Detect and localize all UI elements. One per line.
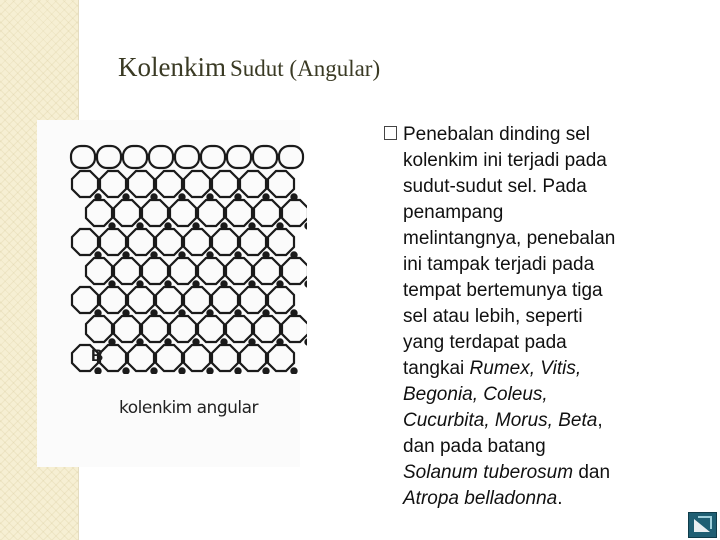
cell-outline (207, 252, 212, 257)
cell-outline (151, 252, 156, 257)
cell-outline (165, 339, 170, 344)
cell-outline (263, 368, 268, 373)
cell-outline (226, 200, 252, 226)
paragraph-line (384, 434, 710, 460)
next-slide-button[interactable] (688, 512, 717, 538)
cell-outline (109, 339, 114, 344)
cell-outline (137, 281, 142, 286)
cell-outline (249, 339, 254, 344)
cell-outline (123, 310, 128, 315)
cell-outline (263, 310, 268, 315)
cell-outline (240, 171, 266, 197)
cell-diagram (67, 144, 307, 374)
cell-outline (86, 316, 112, 342)
cell-outline (71, 146, 95, 168)
cell-outline (235, 310, 240, 315)
cell-outline (198, 200, 224, 226)
cell-outline (142, 316, 168, 342)
paragraph-line (384, 408, 710, 434)
cell-outline (254, 316, 280, 342)
paragraph-lines (384, 122, 710, 512)
collenchyma-figure (37, 120, 300, 467)
cell-outline (95, 368, 100, 373)
cell-outline (86, 200, 112, 226)
text-run: tangkai (403, 358, 470, 379)
text-run: . (557, 488, 563, 509)
cell-outline (123, 252, 128, 257)
paragraph-line (384, 356, 710, 382)
text-run: melintangnya, penebalan (403, 228, 616, 249)
cell-outline (142, 200, 168, 226)
cell-outline (240, 345, 266, 371)
cell-outline (226, 258, 252, 284)
cell-outline (198, 258, 224, 284)
cell-outline (221, 223, 226, 228)
cell-outline (226, 316, 252, 342)
cell-outline (165, 281, 170, 286)
cell-outline (86, 258, 112, 284)
cell-outline (156, 171, 182, 197)
paragraph-line (384, 148, 710, 174)
cell-outline (291, 194, 296, 199)
text-run: sudut-sudut sel. Pada (403, 176, 587, 197)
paragraph-line (384, 486, 710, 512)
cell-outline (227, 146, 251, 168)
cell-outline (268, 229, 294, 255)
cell-outline (254, 200, 280, 226)
paragraph-line (384, 330, 710, 356)
italic-species-name: Cucurbita, Morus, Beta (403, 410, 598, 431)
cell-outline (179, 368, 184, 373)
slide-title (118, 52, 380, 83)
cell-outline (179, 310, 184, 315)
cell-outline (305, 339, 307, 344)
cell-outline (156, 229, 182, 255)
cell-outline (193, 281, 198, 286)
cell-outline (235, 252, 240, 257)
paragraph-line (384, 382, 710, 408)
cell-outline (193, 223, 198, 228)
cell-outline (128, 287, 154, 313)
paragraph-line (384, 460, 710, 486)
cell-outline (305, 223, 307, 228)
description-paragraph (384, 122, 710, 512)
cell-outline (279, 146, 303, 168)
figure-letter: B (91, 346, 104, 365)
italic-species-name: Begonia, Coleus, (403, 384, 548, 405)
cell-outline (212, 229, 238, 255)
cell-outline (207, 194, 212, 199)
cell-outline (235, 194, 240, 199)
cell-outline (282, 258, 307, 284)
cell-outline (291, 252, 296, 257)
cell-outline (277, 281, 282, 286)
italic-species-name: Rumex, Vitis, (469, 358, 582, 379)
cell-outline (109, 281, 114, 286)
cell-outline (95, 252, 100, 257)
cell-outline (100, 229, 126, 255)
italic-species-name: Atropa belladonna (403, 488, 558, 509)
text-run: tempat bertemunya tiga (403, 280, 603, 301)
cell-outline (175, 146, 199, 168)
text-run: kolenkim ini terjadi pada (403, 150, 607, 171)
cell-outline (114, 258, 140, 284)
cell-outline (114, 316, 140, 342)
cell-outline (254, 258, 280, 284)
cell-outline (170, 200, 196, 226)
cell-outline (72, 171, 98, 197)
cell-outline (95, 310, 100, 315)
cell-outline (97, 146, 121, 168)
cell-outline (128, 229, 154, 255)
cell-outline (240, 229, 266, 255)
cell-outline (282, 316, 307, 342)
cell-outline (221, 281, 226, 286)
cell-outline (207, 310, 212, 315)
cell-outline (282, 200, 307, 226)
cell-outline (100, 171, 126, 197)
cell-outline (235, 368, 240, 373)
cell-outline (184, 171, 210, 197)
cell-outline (263, 252, 268, 257)
text-run: Penebalan dinding sel (403, 124, 590, 145)
text-run: penampang (403, 202, 504, 223)
cell-outline (100, 287, 126, 313)
cell-outline (72, 229, 98, 255)
cell-outline (151, 194, 156, 199)
cell-outline (123, 368, 128, 373)
cell-outline (268, 287, 294, 313)
text-run: dan (573, 462, 611, 483)
cell-outline (137, 339, 142, 344)
cell-outline (305, 281, 307, 286)
cell-outline (72, 287, 98, 313)
cell-outline (137, 223, 142, 228)
cell-outline (212, 171, 238, 197)
paragraph-line (384, 252, 710, 278)
cell-outline (170, 258, 196, 284)
cell-outline (263, 194, 268, 199)
text-run: sel atau lebih, seperti (403, 306, 583, 327)
cell-outline (249, 223, 254, 228)
paragraph-line (384, 226, 710, 252)
cell-outline (149, 146, 173, 168)
cell-outline (253, 146, 277, 168)
paragraph-line (384, 200, 710, 226)
cell-outline (123, 146, 147, 168)
paragraph-line (384, 278, 710, 304)
italic-species-name: Solanum tuberosum (403, 462, 574, 483)
cell-outline (198, 316, 224, 342)
square-bullet-icon (384, 126, 397, 140)
cell-outline (179, 194, 184, 199)
cell-outline (268, 345, 294, 371)
cell-outline (128, 171, 154, 197)
cell-outline (221, 339, 226, 344)
cell-outline (151, 368, 156, 373)
cell-outline (277, 223, 282, 228)
cell-outline (142, 258, 168, 284)
cell-outline (123, 194, 128, 199)
cell-outline (207, 368, 212, 373)
cell-outline (184, 229, 210, 255)
cell-outline (100, 345, 126, 371)
cell-outline (114, 200, 140, 226)
cell-outline (109, 223, 114, 228)
cell-outline (291, 310, 296, 315)
cell-outline (170, 316, 196, 342)
cell-outline (156, 345, 182, 371)
text-run: dan pada batang (403, 436, 546, 457)
text-run: yang terdapat pada (403, 332, 567, 353)
cell-outline (95, 194, 100, 199)
corner-arrow-icon (689, 513, 716, 537)
cell-outline (193, 339, 198, 344)
cell-outline (156, 287, 182, 313)
cell-outline (268, 171, 294, 197)
cell-outline (201, 146, 225, 168)
cell-outline (184, 345, 210, 371)
cell-outline (184, 287, 210, 313)
cell-outline (128, 345, 154, 371)
text-run: , (597, 410, 603, 431)
cell-outline (291, 368, 296, 373)
paragraph-line (384, 304, 710, 330)
paragraph-line (384, 174, 710, 200)
cell-outline (179, 252, 184, 257)
cell-outline (240, 287, 266, 313)
text-run: ini tampak terjadi pada (403, 254, 595, 275)
cell-outline (165, 223, 170, 228)
cell-outline (212, 287, 238, 313)
figure-caption: kolenkim angular (119, 398, 259, 418)
title-sub: Sudut (Angular) (230, 56, 381, 81)
cell-outline (277, 339, 282, 344)
cell-outline (151, 310, 156, 315)
cell-outline (249, 281, 254, 286)
title-main: Kolenkim (118, 52, 226, 82)
cell-outline (212, 345, 238, 371)
paragraph-line (384, 122, 710, 148)
